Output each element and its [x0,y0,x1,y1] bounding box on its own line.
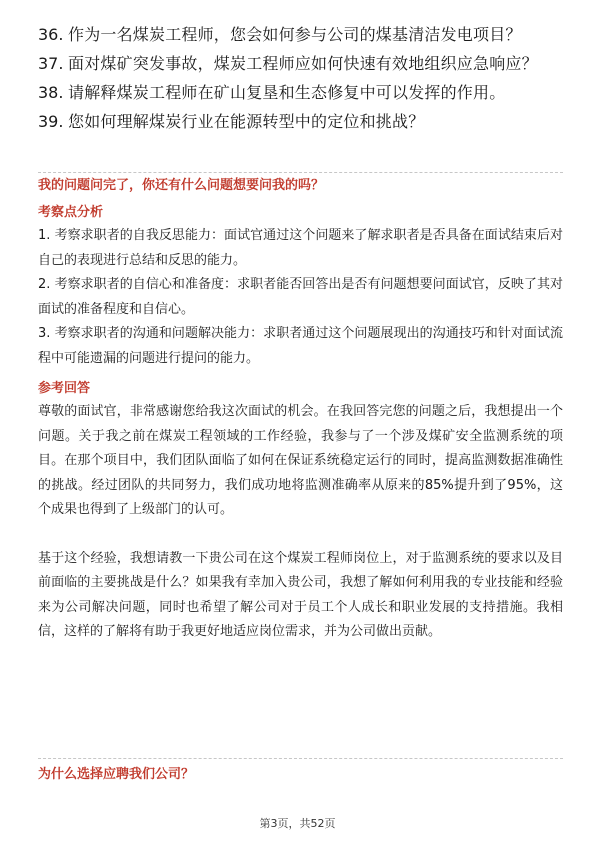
question-item [38,51,563,77]
divider [38,172,563,173]
question-number: 37. [38,54,64,73]
divider [38,758,563,759]
page-footer: 第3页，共52页 [259,817,336,830]
section-question-title: 我的问题问完了，你还有什么问题想要问我的吗？ [38,178,325,193]
question-list [38,22,563,135]
question-number: 39. [38,112,64,131]
answer-paragraph: 尊敬的面试官，非常感谢您给我这次面试的机会。在我回答完您的问题之后，我想提出一个问题。关于我之前在煤炭工程领域的工作经验，我参与了一个涉及煤矿安全监测系统的项目。在那个项目中，我们团队面临了如何在保证系统稳定运行的同时，提高监测数据准确性的挑战。经过团队的共同努力，我们成功地将监测准确率从原来的85%提升到了95%，这个成果也得到了上级部门的认可。 [38,404,563,517]
question-number: 38. [38,83,64,102]
question-item [38,80,563,106]
analysis-point: 1. 考察求职者的自我反思能力：面试官通过这个问题来了解求职者是否具备在面试结束后对自己的表现进行总结和反思的能力。 [38,228,563,268]
question-text: 作为一名煤炭工程师，您会如何参与公司的煤基清洁发电项目？ [68,25,522,44]
analysis-point: 3. 考察求职者的沟通和问题解决能力：求职者通过这个问题展现出的沟通技巧和针对面试流程中可能遗漏的问题进行提问的能力。 [38,326,563,366]
question-text: 请解释煤炭工程师在矿山复垦和生态修复中可以发挥的作用。 [68,83,506,102]
analysis-title: 考察点分析 [38,205,104,220]
answer-paragraph: 基于这个经验，我想请教一下贵公司在这个煤炭工程师岗位上，对于监测系统的要求以及目前面临的主要挑战是什么？如果我有幸加入贵公司，我想了解如何利用我的专业技能和经验来为公司解决问题，同时也希望了解公司对于员工个人成长和职业发展的支持措施。我相信，这样的了解将有助于我更好地适应岗位需求，并为公司做出贡献。 [38,550,563,639]
question-number: 36. [38,25,64,44]
interview-question-section [38,172,563,645]
answer-title: 参考回答 [38,381,91,396]
question-text: 面对煤矿突发事故，煤炭工程师应如何快速有效地组织应急响应？ [68,54,538,73]
question-item [38,22,563,48]
analysis-point: 2. 考察求职者的自信心和准备度：求职者能否回答出是否有问题想要问面试官，反映了其对面试的准备程度和自信心。 [38,277,563,317]
next-question-title: 为什么选择应聘我们公司？ [38,767,195,782]
question-text: 您如何理解煤炭行业在能源转型中的定位和挑战？ [68,112,425,131]
question-item [38,109,563,135]
next-question-section [38,758,563,785]
